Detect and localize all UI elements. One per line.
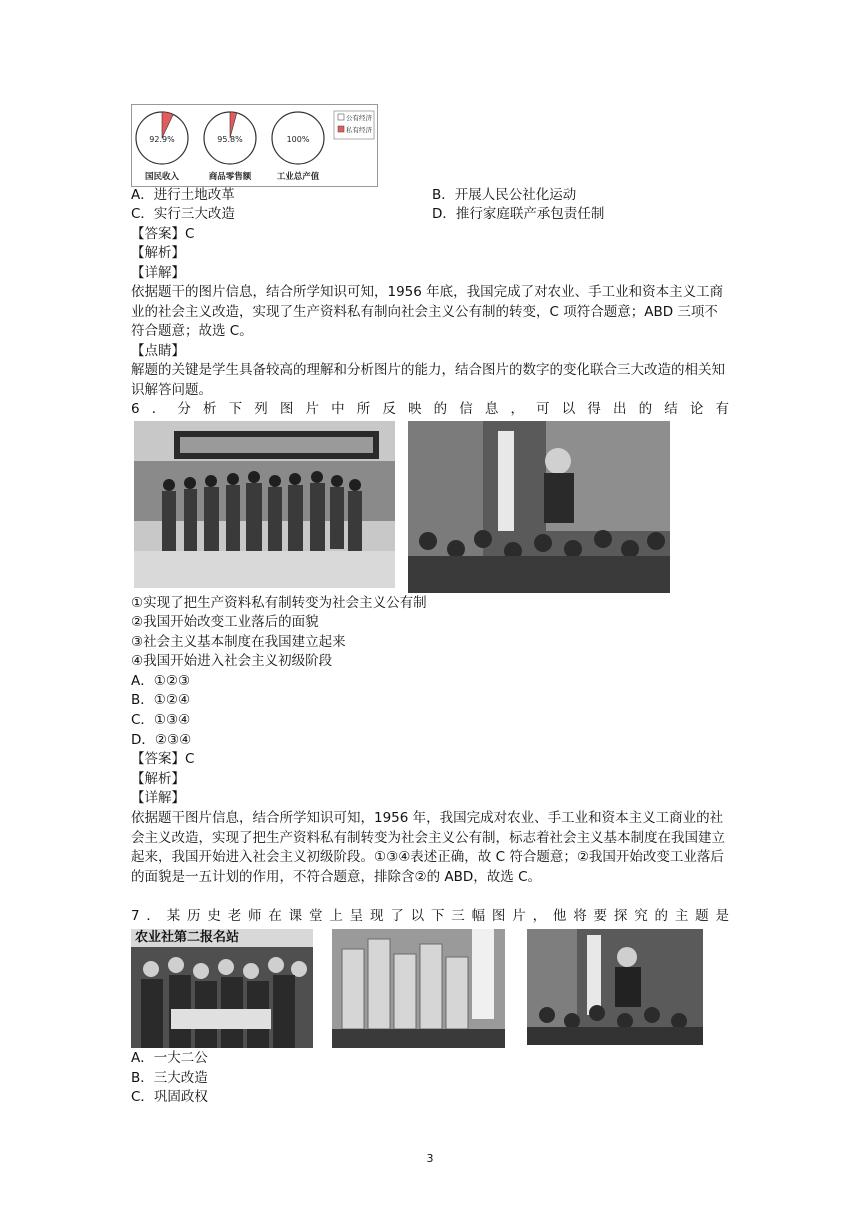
pie-chart-2 <box>204 112 256 182</box>
q6-option-c: C．①③④ <box>131 712 191 728</box>
legend-label: 私有经济 <box>346 126 372 134</box>
pie-value-label: 100% <box>286 135 310 144</box>
q6-statement-2: ②我国开始改变工业落后的面貌 <box>131 614 319 630</box>
q5-tip: 解题的关键是学生具备较高的理解和分析图片的能力，结合图片的数字的变化联合三大改造的相关知识解答问题。 <box>131 362 725 398</box>
q7-photo-registration <box>131 929 313 1048</box>
pie-charts-svg <box>132 105 377 186</box>
q6-explanation: 依据题干图片信息，结合所学知识可知，1956 年，我国完成对农业、手工业和资本主义工商业的社会主义改造，实现了把生产资料私有制转变为社会主义公有制，标志着社会主义基本制度在我国建立起来，我国开始进入社会主义初级阶段。①③④表述正确，故 C 符合题意；②我国开始改变工业落后的面貌是一五计划的作用，不符合题意，排除含②的 ABD，故选 C。 <box>131 810 725 885</box>
q7-photo-celebration <box>527 929 703 1045</box>
q5-detail-label: 【详解】 <box>131 265 185 281</box>
q5-answer: 【答案】C <box>131 226 195 242</box>
q7-option-c: C．巩固政权 <box>131 1089 208 1105</box>
q5-option-a: A．进行土地改革 <box>131 187 235 203</box>
q6-statement-4: ④我国开始进入社会主义初级阶段 <box>131 653 333 669</box>
pie-legend <box>334 111 374 139</box>
q5-explanation: 依据题干的图片信息，结合所学知识可知，1956 年底，我国完成了对农业、手工业和资本主义工商业的社会主义改造，实现了生产资料私有制向社会主义公有制的转变，C 项符合题意；ABD 三项不符合题意；故选 C。 <box>131 284 724 340</box>
q5-option-c: C．实行三大改造 <box>131 206 235 222</box>
pie-category-label: 商品零售额 <box>208 172 252 182</box>
page-number: 3 <box>426 1152 434 1165</box>
pie-chart-1 <box>136 112 188 182</box>
q7-photo1-caption: 农业社第二报名站 <box>135 930 240 945</box>
legend-swatch <box>338 114 344 120</box>
q7-photo-bricks <box>332 929 505 1048</box>
pie-value-label: 95.8% <box>217 135 243 144</box>
q6-statement-1: ①实现了把生产资料私有制转变为社会主义公有制 <box>131 595 427 611</box>
q6-option-d: D．②③④ <box>131 732 192 748</box>
pie-chart-3 <box>272 112 324 182</box>
q6-stem: 6．分析下列图片中所反映的信息，可以得出的结论有 <box>131 401 729 417</box>
q6-photo-crowd <box>134 421 395 588</box>
q6-statement-3: ③社会主义基本制度在我国建立起来 <box>131 634 346 650</box>
pie-value-label: 92.9% <box>149 135 175 144</box>
legend-swatch <box>338 126 344 132</box>
q6-analysis-label: 【解析】 <box>131 771 185 787</box>
q5-tip-label: 【点睛】 <box>131 343 185 359</box>
pie-chart-figure <box>131 104 378 187</box>
q5-option-b: B．开展人民公社化运动 <box>432 187 577 203</box>
q6-photo-celebration <box>408 421 670 593</box>
q7-stem: 7．某历史老师在课堂上呈现了以下三幅图片，他将要探究的主题是 <box>131 908 729 924</box>
q6-detail-label: 【详解】 <box>131 790 185 806</box>
pie-category-label: 国民收入 <box>144 172 180 182</box>
q6-option-b: B．①②④ <box>131 692 191 708</box>
q5-option-d: D．推行家庭联产承包责任制 <box>432 206 605 222</box>
q6-answer: 【答案】C <box>131 751 195 767</box>
legend-label: 公有经济 <box>346 114 372 122</box>
q6-option-a: A．①②③ <box>131 673 191 689</box>
q7-option-b: B．三大改造 <box>131 1070 208 1086</box>
q7-option-a: A．一大二公 <box>131 1050 208 1066</box>
pie-category-label: 工业总产值 <box>276 172 320 182</box>
q5-analysis-label: 【解析】 <box>131 245 185 261</box>
